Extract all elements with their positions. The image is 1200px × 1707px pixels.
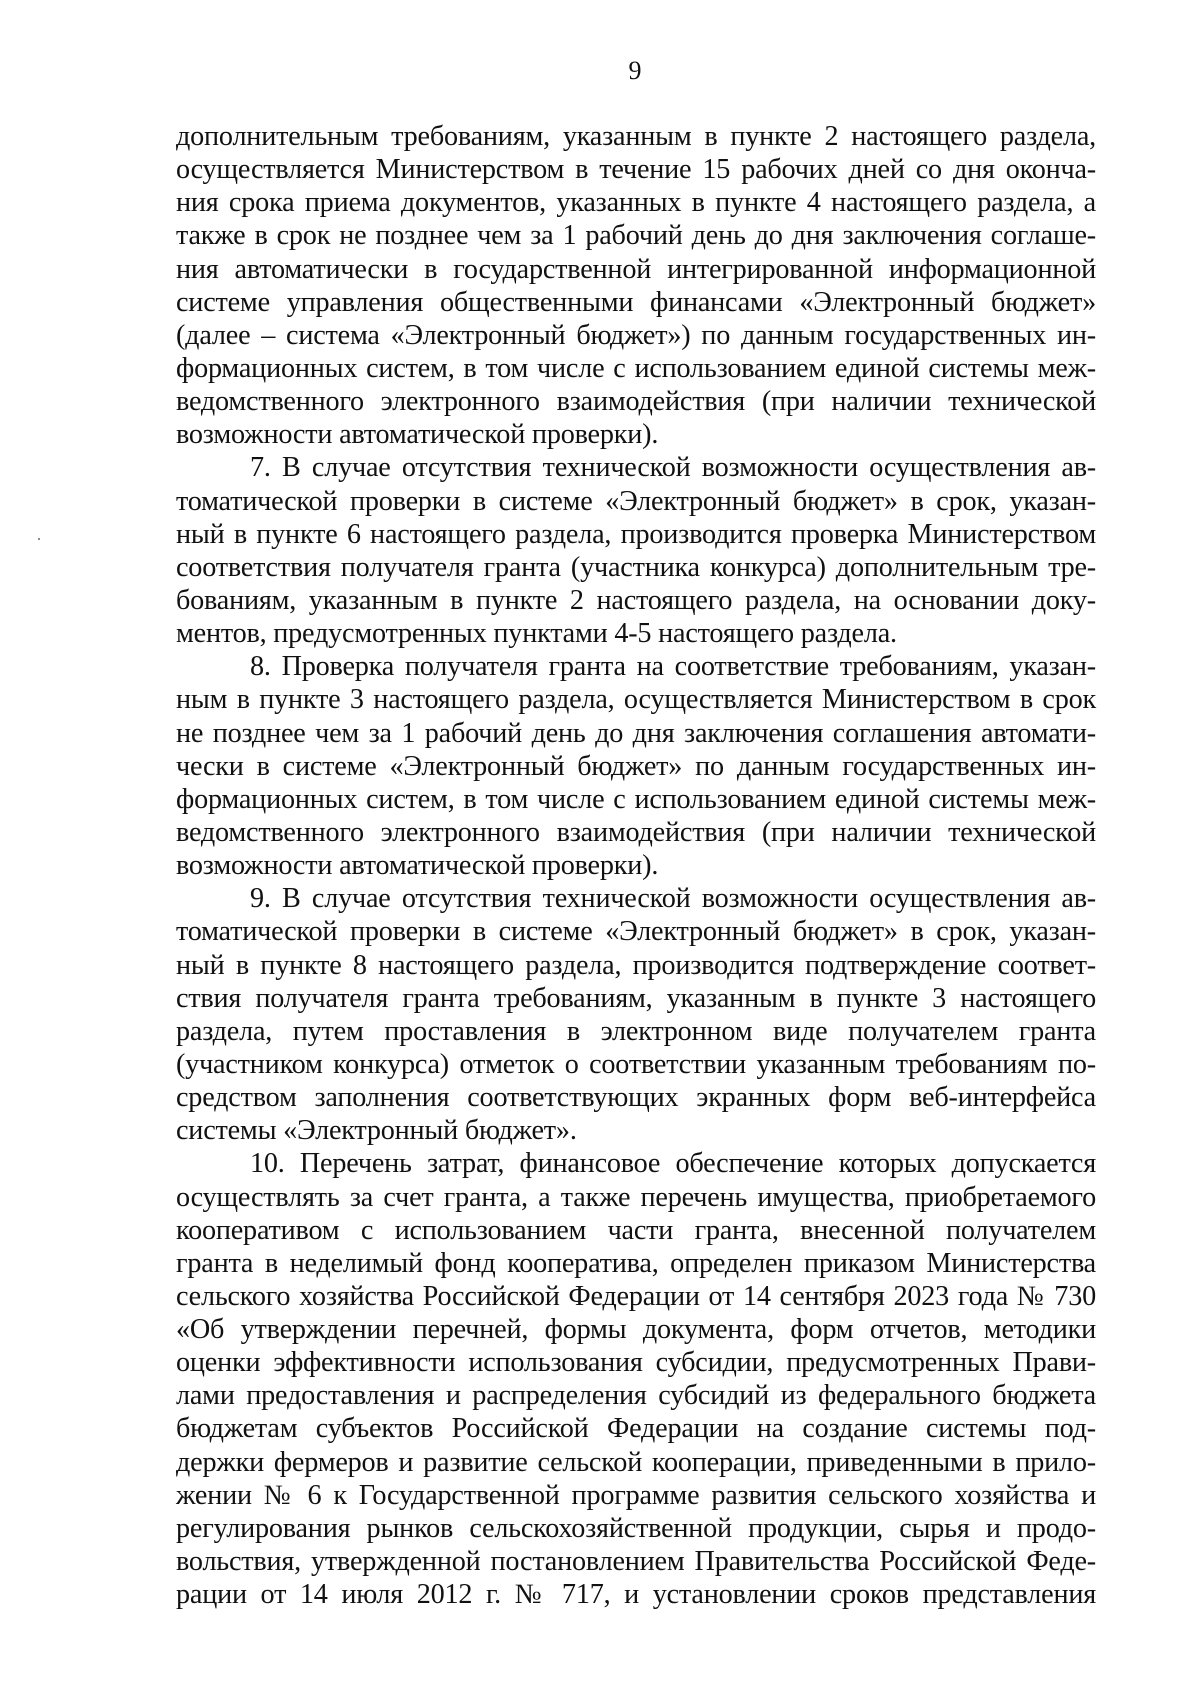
text-line: дополнительным требованиям, указанным в пункте 2 настоящего раздела,: [176, 121, 1096, 152]
text-line: возможности автоматической проверки).: [176, 850, 659, 882]
text-line: ствия получателя гранта требованиям, указанным в пункте 3 настоящего: [176, 982, 1096, 1014]
scan-speck: [38, 538, 40, 540]
text-line: ный в пункте 6 настоящего раздела, производится проверка Министерством: [176, 518, 1096, 550]
text-line: раздела, путем проставления в электронном виде получателем гранта: [176, 1015, 1096, 1047]
document-body: [176, 120, 1096, 1611]
paragraph-7-start: 7. В случае отсутствия технической возможности осуществления ав-: [250, 452, 1096, 484]
text-line: рации от 14 июля 2012 г. № 717, и установлении сроков представления: [176, 1579, 1096, 1611]
text-line: бюджетам субъектов Российской Федерации на создание системы под-: [176, 1413, 1096, 1445]
text-line: лами предоставления и распределения субсидий из федерального бюджета: [176, 1380, 1096, 1412]
text-line: ный в пункте 8 настоящего раздела, производится подтверждение соответ-: [176, 949, 1096, 981]
text-line: кооперативом с использованием части гранта, внесенной получателем: [176, 1214, 1096, 1246]
text-line: не позднее чем за 1 рабочий день до дня заключения соглашения автомати-: [176, 717, 1096, 749]
text-line: осуществлять за счет гранта, а также перечень имущества, приобретаемого: [176, 1181, 1096, 1213]
text-line: оценки эффективности использования субсидии, предусмотренных Прави-: [176, 1347, 1096, 1379]
paragraph-9-start: 9. В случае отсутствия технической возможности осуществления ав-: [250, 883, 1096, 915]
text-line: бованиям, указанным в пункте 2 настоящего раздела, на основании доку-: [176, 584, 1096, 616]
text-line: регулирования рынков сельскохозяйственной продукции, сырья и продо-: [176, 1512, 1096, 1544]
text-line: формационных систем, в том числе с использованием единой системы меж-: [176, 352, 1096, 384]
text-line: томатической проверки в системе «Электронный бюджет» в срок, указан-: [176, 485, 1096, 517]
text-line: средством заполнения соответствующих экранных форм веб-интерфейса: [176, 1082, 1096, 1114]
text-line: ведомственного электронного взаимодействия (при наличии технической: [176, 386, 1096, 418]
text-line: томатической проверки в системе «Электронный бюджет» в срок, указан-: [176, 916, 1096, 948]
text-line: вольствия, утвержденной постановлением Правительства Российской Феде-: [176, 1546, 1096, 1578]
text-line: сельского хозяйства Российской Федерации от 14 сентября 2023 года № 730: [176, 1280, 1096, 1312]
paragraph-10-start: 10. Перечень затрат, финансовое обеспечение которых допускается: [250, 1148, 1096, 1180]
text-line: соответствия получателя гранта (участника конкурса) дополнительным тре-: [176, 551, 1096, 583]
paragraph-8-start: 8. Проверка получателя гранта на соответствие требованиям, указан-: [250, 651, 1096, 683]
text-line: системе управления общественными финансами «Электронный бюджет»: [176, 286, 1096, 318]
text-line: возможности автоматической проверки).: [176, 419, 659, 451]
text-line: держки фермеров и развитие сельской кооперации, приведенными в прило-: [176, 1446, 1096, 1478]
text-line: чески в системе «Электронный бюджет» по данным государственных ин-: [176, 750, 1096, 782]
text-line: гранта в неделимый фонд кооператива, определен приказом Министерства: [176, 1247, 1096, 1279]
text-line: (участником конкурса) отметок о соответствии указанным требованиям по-: [176, 1048, 1096, 1080]
text-line: «Об утверждении перечней, формы документа, форм отчетов, методики: [176, 1314, 1096, 1346]
text-line: ным в пункте 3 настоящего раздела, осуществляется Министерством в срок: [176, 684, 1096, 716]
text-line: осуществляется Министерством в течение 15 рабочих дней со дня оконча-: [176, 154, 1096, 186]
text-line: также в срок не позднее чем за 1 рабочий день до дня заключения соглаше-: [176, 220, 1096, 252]
text-line: жении № 6 к Государственной программе развития сельского хозяйства и: [176, 1479, 1096, 1511]
text-line: системы «Электронный бюджет».: [176, 1115, 577, 1147]
text-line: формационных систем, в том числе с использованием единой системы меж-: [176, 783, 1096, 815]
text-line: ния автоматически в государственной интегрированной информационной: [176, 253, 1096, 285]
text-line: ния срока приема документов, указанных в пункте 4 настоящего раздела, а: [176, 187, 1096, 219]
text-line: ментов, предусмотренных пунктами 4-5 настоящего раздела.: [176, 618, 897, 650]
text-line: ведомственного электронного взаимодействия (при наличии технической: [176, 816, 1096, 848]
text-line: (далее – система «Электронный бюджет») по данным государственных ин-: [176, 319, 1096, 351]
page-number: 9: [628, 56, 642, 85]
